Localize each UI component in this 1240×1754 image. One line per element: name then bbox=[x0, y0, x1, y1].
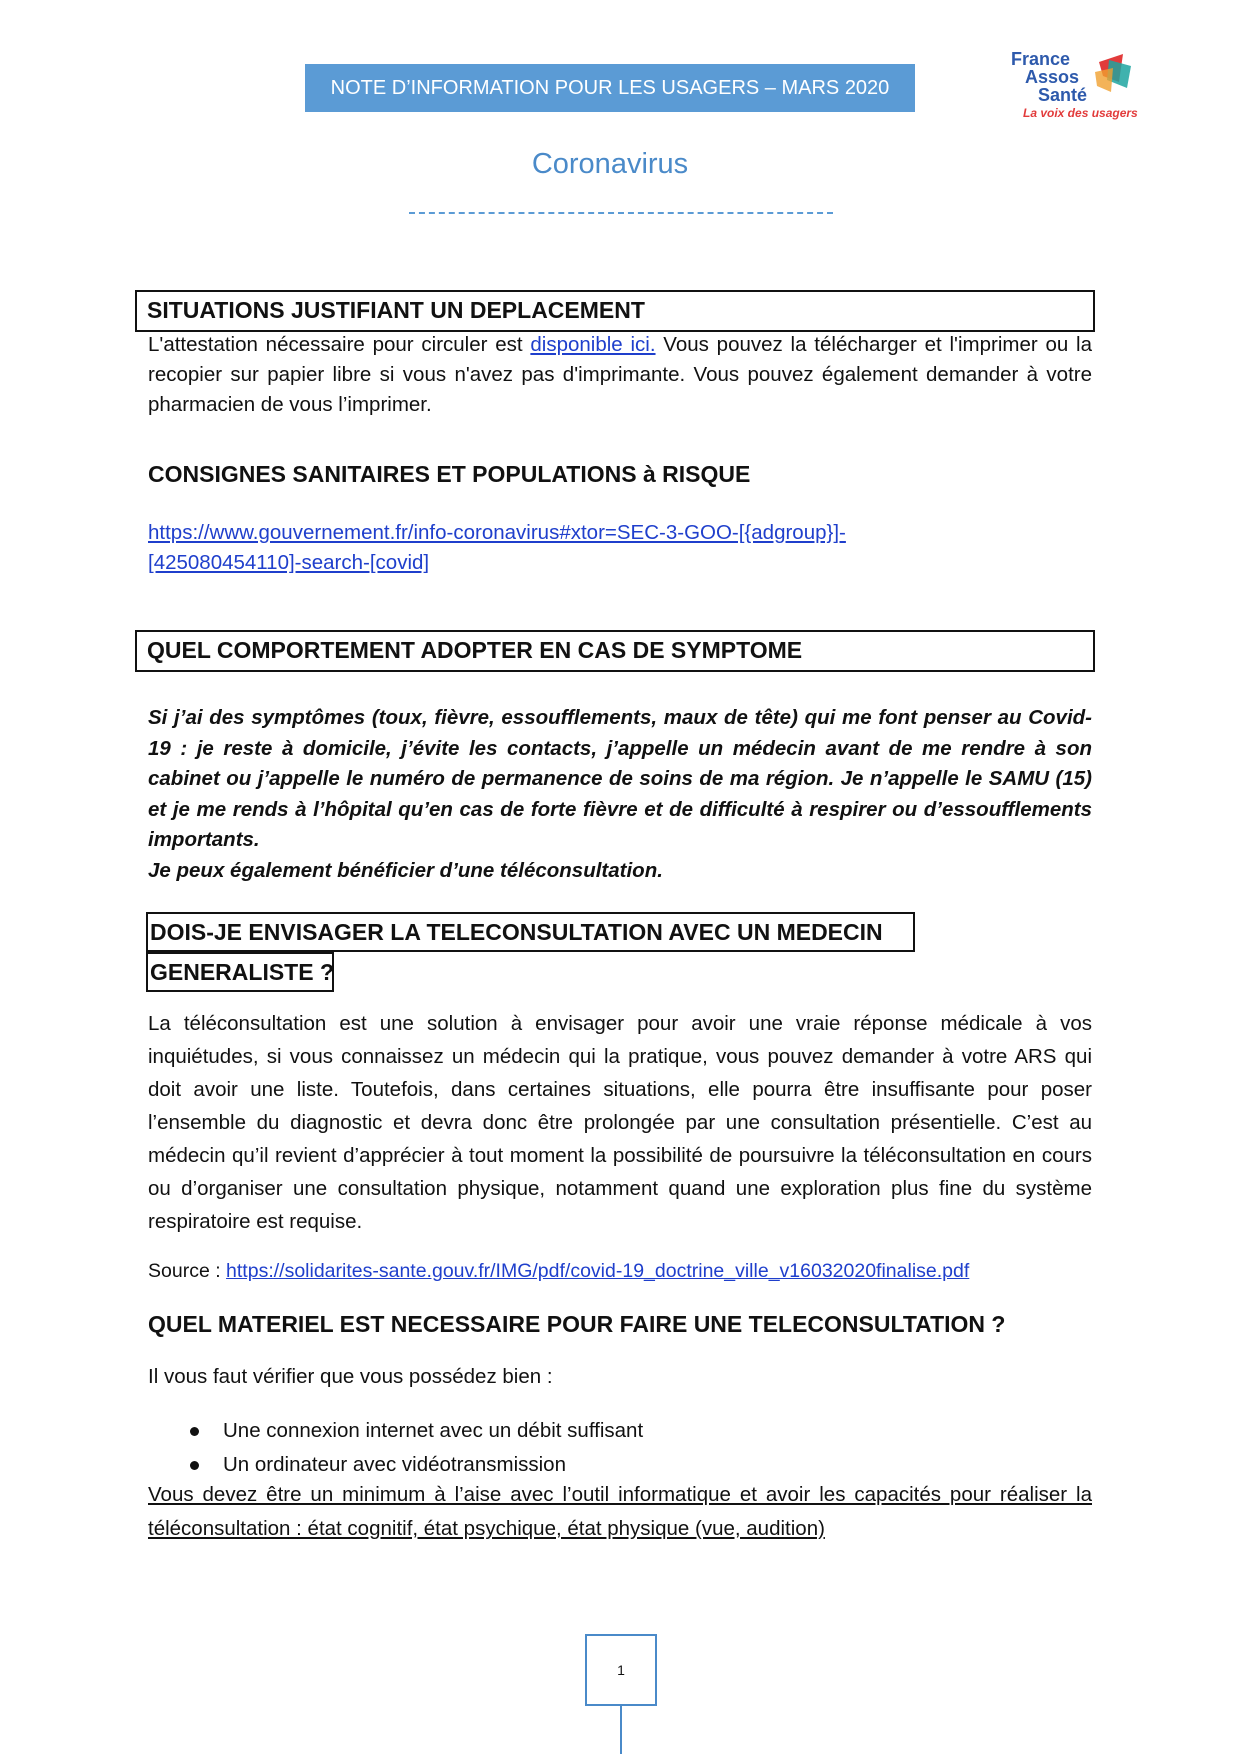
heading-text-line-1: DOIS-JE ENVISAGER LA TELECONSULTATION AVEC UN MEDECIN bbox=[150, 919, 883, 945]
materiel-note: Vous devez être un minimum à l’aise avec l’outil informatique et avoir les capacités pour réaliser la téléconsultation : état cognitif, état psychique, état physique (vue, audition) bbox=[148, 1483, 1092, 1540]
section-heading-deplacement bbox=[135, 290, 1095, 332]
source-link[interactable]: https://solidarites-sante.gouv.fr/IMG/pdf/covid-19_doctrine_ville_v16032020finalise.pdf bbox=[226, 1260, 970, 1282]
logo-line-2: Assos bbox=[1025, 67, 1080, 87]
list-item: Un ordinateur avec vidéotransmission bbox=[180, 1448, 643, 1482]
section-heading-teleconsultation bbox=[146, 912, 915, 952]
page-number bbox=[585, 1634, 657, 1706]
paragraph-deplacement bbox=[148, 330, 1092, 420]
paragraph-text: Vous pouvez la télécharger et l'imprimer ou la recopier sur papier libre si vous n'avez pas d'imprimante. Vous pouvez également demander à votre pharmacien de vous l’imprimer. bbox=[148, 333, 1092, 416]
logo-mark-icon bbox=[1093, 52, 1133, 98]
materiel-intro: Il vous faut vérifier que vous possédez bien : bbox=[148, 1365, 553, 1388]
logo-line-3: Santé bbox=[1038, 85, 1088, 105]
logo-tagline: La voix des usagers bbox=[1023, 106, 1138, 120]
paragraph-text: Si j’ai des symptômes (toux, fièvre, essoufflements, maux de tête) qui me font penser au Covid-19 : je reste à domicile, j’évite les contacts, j’appelle un médecin avant de me rendre à son cabinet ou j’appelle le numéro de permanence de soins de ma région. Je n’appelle le SAMU (15) et je me rends à l’hôpital qu’en cas de forte fièvre et de difficulté à respirer ou d’essoufflements importants. bbox=[148, 706, 1092, 851]
attestation-link[interactable]: disponible ici. bbox=[530, 333, 656, 356]
gouvernement-link-continued[interactable]: [425080454110]-search-[covid] bbox=[148, 551, 430, 574]
source-line bbox=[148, 1260, 969, 1283]
section-heading-symptome bbox=[135, 630, 1095, 672]
paragraph-text-2: Je peux également bénéficier d’une téléconsultation. bbox=[148, 858, 663, 882]
materiel-list bbox=[180, 1414, 643, 1482]
page-title: Coronavirus bbox=[531, 148, 689, 180]
page-number-text: 1 bbox=[617, 1662, 625, 1678]
section-heading-materiel: QUEL MATERIEL EST NECESSAIRE POUR FAIRE UNE TELECONSULTATION ? bbox=[148, 1311, 1006, 1337]
heading-text-line-2: GENERALISTE ? bbox=[150, 959, 335, 985]
paragraph-symptome bbox=[148, 703, 1092, 886]
section-heading-consignes: CONSIGNES SANITAIRES ET POPULATIONS à RISQUE bbox=[148, 461, 751, 487]
heading-text: SITUATIONS JUSTIFIANT UN DEPLACEMENT bbox=[147, 297, 645, 323]
section-heading-teleconsultation-2 bbox=[146, 952, 334, 992]
consignes-link-block bbox=[148, 518, 1092, 578]
title-divider bbox=[409, 212, 833, 214]
paragraph-teleconsultation: La téléconsultation est une solution à envisager pour avoir une vraie réponse médicale à vos inquiétudes, si vous connaissez un médecin qui la pratique, vous pouvez demander à votre ARS qui doit avoir une liste. Toutefois, dans certaines situations, elle pourra être insuffisante pour poser l’ensemble du diagnostic et devra donc être prolongée par une consultation présentielle. C’est au médecin qu’il revient d’apprécier à tout moment la possibilité de poursuivre la téléconsultation en cours ou d’organiser une consultation physique, notamment quand une exploration plus fine du système respiratoire est requise. bbox=[148, 1012, 1092, 1233]
logo-line-1: France bbox=[1011, 49, 1071, 69]
header-banner bbox=[305, 64, 915, 112]
france-assos-sante-logo bbox=[1005, 48, 1138, 126]
source-label: Source : bbox=[148, 1260, 227, 1282]
list-item: Une connexion internet avec un débit suffisant bbox=[180, 1414, 643, 1448]
paragraph-text: L'attestation nécessaire pour circuler est bbox=[148, 333, 531, 356]
banner-text: NOTE D’INFORMATION POUR LES USAGERS – MARS 2020 bbox=[330, 76, 890, 99]
gouvernement-link[interactable]: https://www.gouvernement.fr/info-coronavirus#xtor=SEC-3-GOO-[{adgroup}]- bbox=[148, 521, 846, 544]
page-number-connector bbox=[620, 1706, 622, 1754]
heading-text: QUEL COMPORTEMENT ADOPTER EN CAS DE SYMPTOME bbox=[147, 637, 803, 663]
